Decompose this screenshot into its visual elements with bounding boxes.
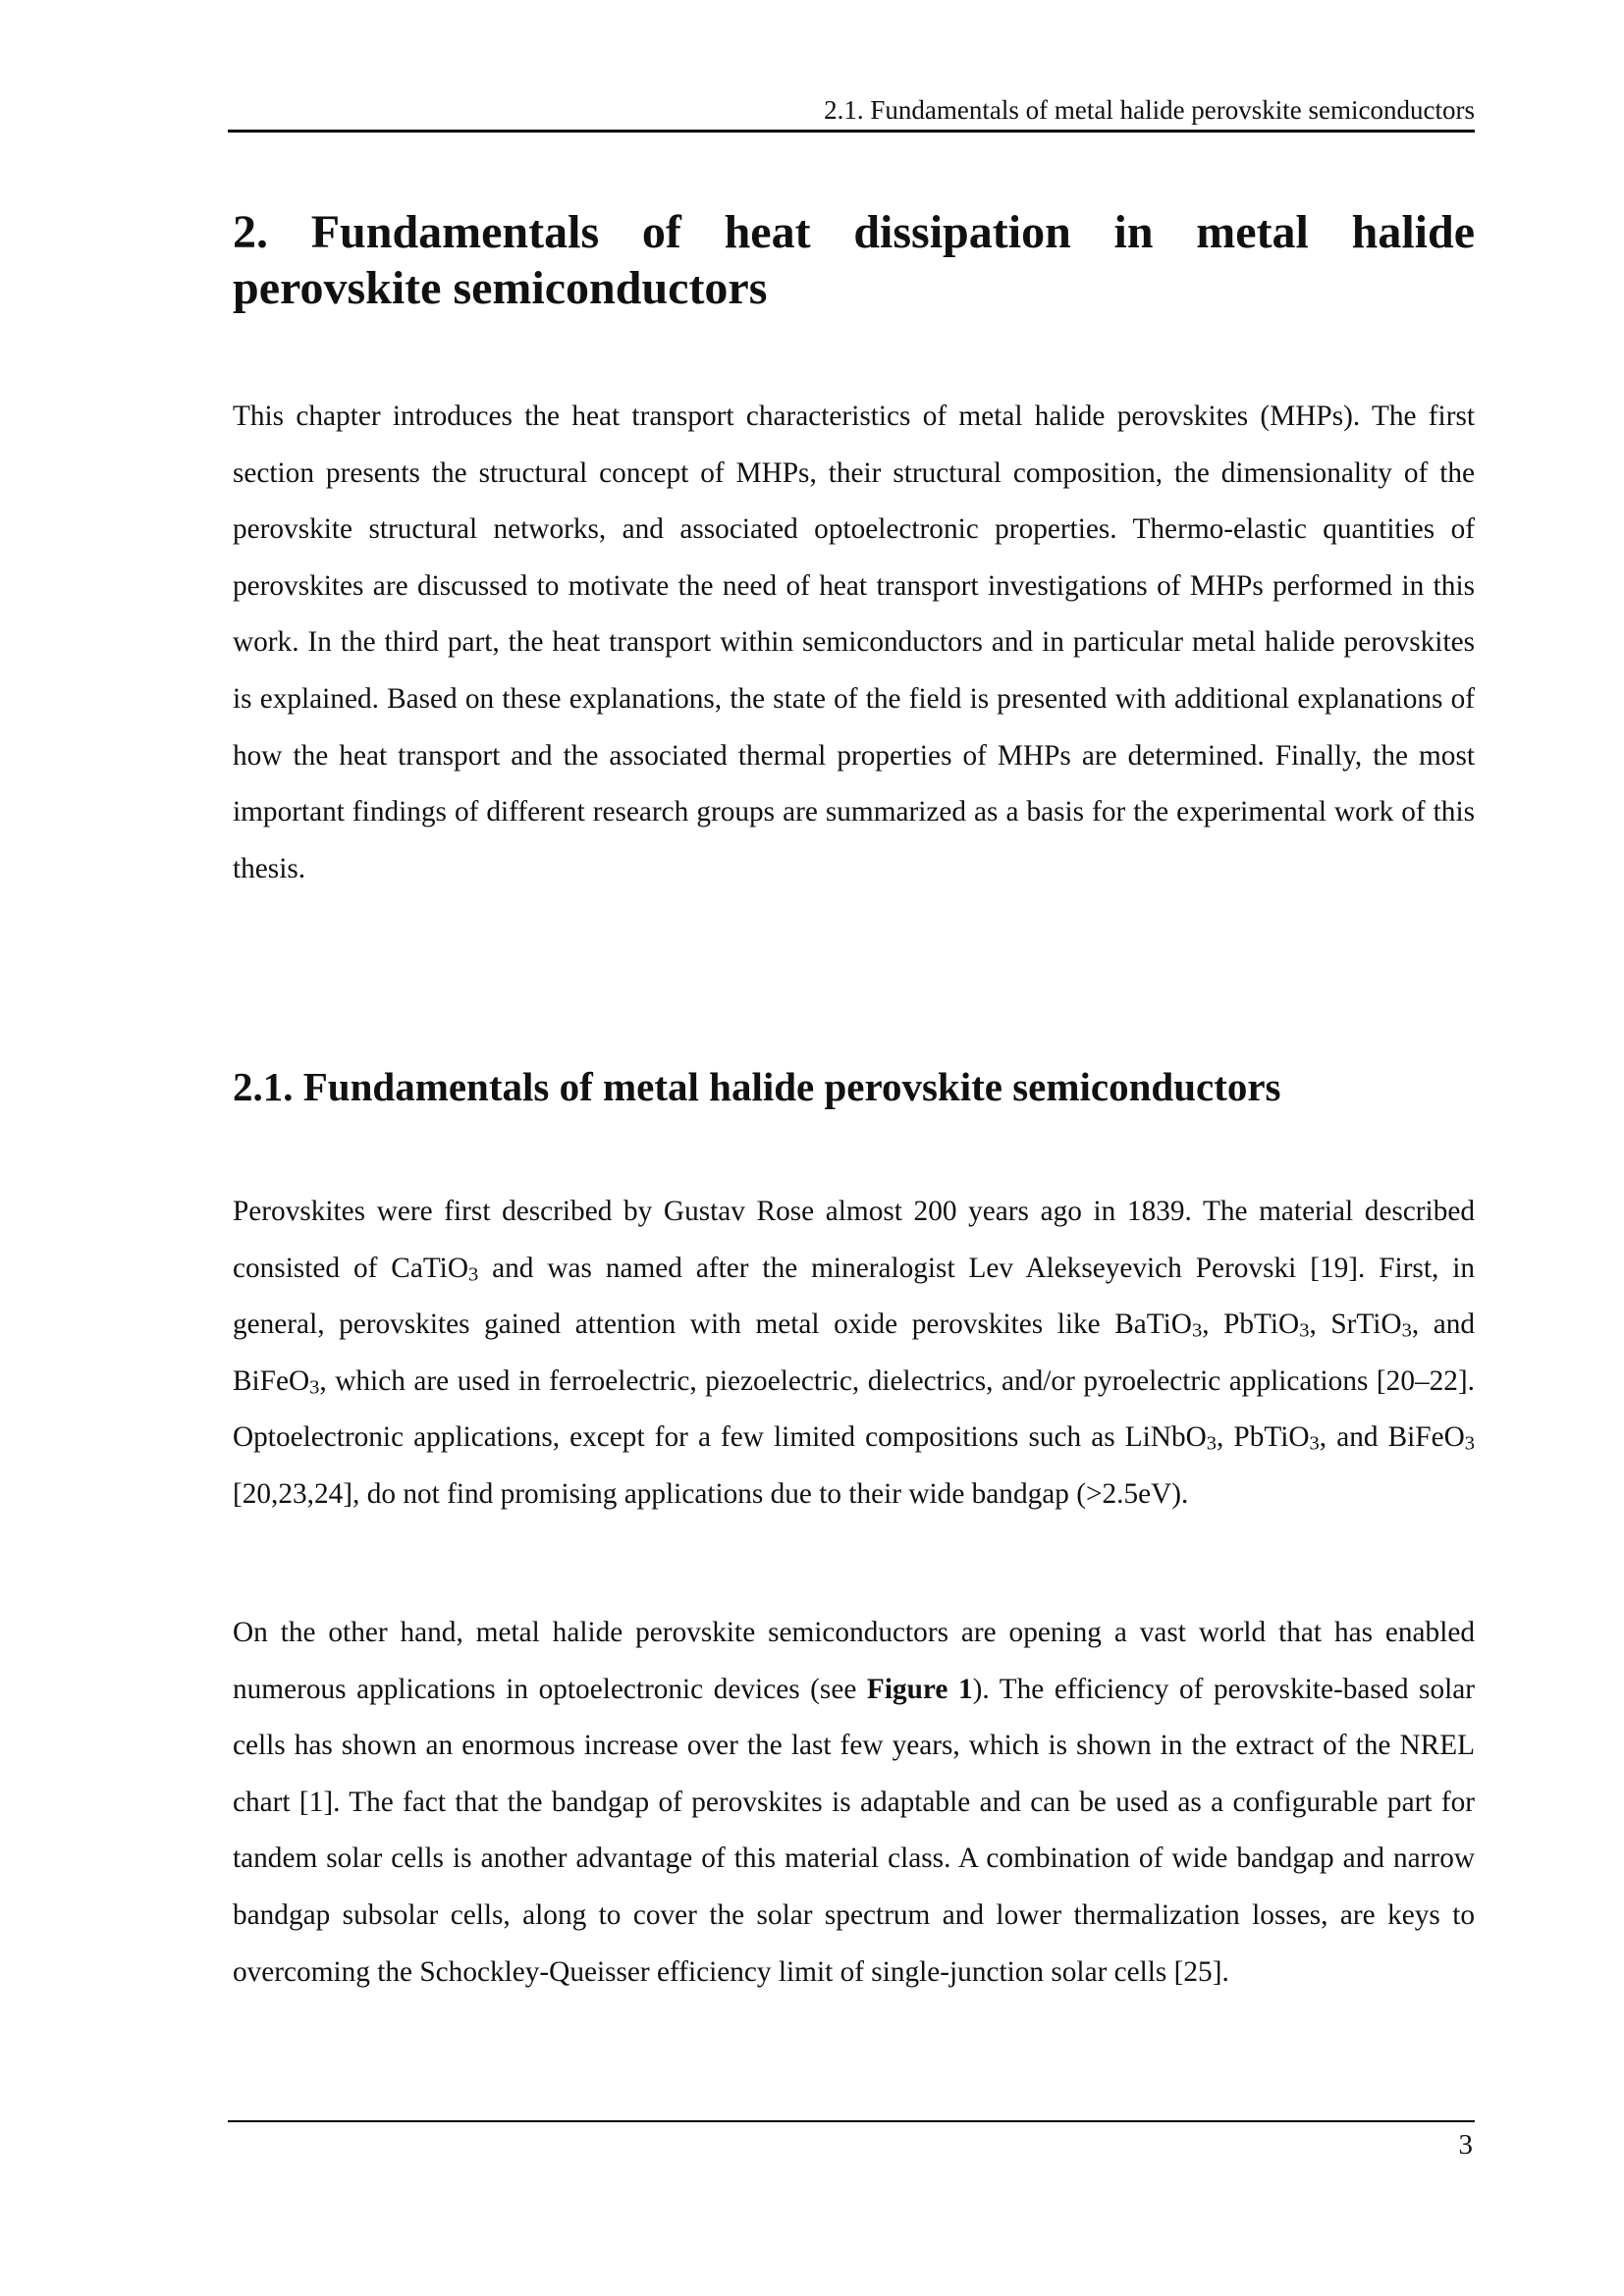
subscript: 3 bbox=[1206, 1433, 1218, 1456]
text-run: , PbTiO bbox=[1202, 1308, 1300, 1341]
text-run: [20,23,24], do not find promising applications due to their wide bandgap (>2.5eV). bbox=[233, 1477, 1189, 1510]
text-run: , SrTiO bbox=[1309, 1308, 1402, 1341]
subscript: 3 bbox=[1191, 1319, 1203, 1342]
subscript: 3 bbox=[1401, 1319, 1412, 1342]
subscript: 3 bbox=[309, 1376, 320, 1399]
page-number: 3 bbox=[1458, 2129, 1473, 2161]
halide-perovskite-applications-paragraph bbox=[233, 1605, 1475, 2001]
section-title: 2.1. Fundamentals of metal halide perovskite semiconductors bbox=[233, 1064, 1281, 1109]
text-run: , which are used in ferroelectric, piezoelectric, dielectrics, and/or pyroelectric applications [20–22]. Optoelectronic applications, except for a few limited compositions such as LiNbO bbox=[233, 1364, 1475, 1454]
subscript: 3 bbox=[1309, 1433, 1320, 1456]
subscript: 3 bbox=[1464, 1433, 1475, 1456]
text-run: ). The efficiency of perovskite-based solar cells has shown an enormous increase over the last few years, which is shown in the extract of the NREL chart [1]. The fact that the bandgap of perovskites is adaptable and can be used as a configurable part for tandem solar cells is another advantage of this material class. A combination of wide bandgap and narrow bandgap subsolar cells, along to cover the solar spectrum and lower thermalization losses, are keys to overcoming the Schockley-Queisser efficiency limit of single-junction solar cells [25]. bbox=[233, 1673, 1475, 1988]
chapter-intro-paragraph: This chapter introduces the heat transport characteristics of metal halide perovskites (MHPs). The first section presents the structural concept of MHPs, their structural composition, the dimensionality of the perovskite structural networks, and associated optoelectronic properties. Thermo-elastic quantities of perovskites are discussed to motivate the need of heat transport investigations of MHPs performed in this work. In the third part, the heat transport within semiconductors and in particular metal halide perovskites is explained. Based on these explanations, the state of the field is presented with additional explanations of how the heat transport and the associated thermal properties of MHPs are determined. Finally, the most important findings of different research groups are summarized as a basis for the experimental work of this thesis. bbox=[233, 400, 1475, 884]
perovskite-history-paragraph bbox=[233, 1184, 1475, 1523]
footer-rule bbox=[228, 2120, 1475, 2122]
subscript: 3 bbox=[1299, 1319, 1310, 1342]
text-run: Perovskites were first described by Gustav Rose almost 200 years ago in 1839. The material described consisted of CaTiO bbox=[233, 1196, 1475, 1284]
running-header: 2.1. Fundamentals of metal halide perovskite semiconductors bbox=[824, 95, 1475, 125]
text-run: , PbTiO bbox=[1217, 1421, 1310, 1454]
text-run: On the other hand, metal halide perovskite semiconductors are opening a vast world that has enabled numerous applications in optoelectronic devices (see bbox=[233, 1617, 1475, 1705]
text-run: , and BiFeO bbox=[233, 1308, 1475, 1397]
chapter-title: 2. Fundamentals of heat dissipation in metal halide perovskite semiconductors bbox=[233, 206, 1475, 314]
subscript: 3 bbox=[467, 1263, 479, 1286]
text-run: and was named after the mineralogist Lev Alekseyevich Perovski [19]. First, in general, perovskites gained attention with metal oxide perovskites like BaTiO bbox=[233, 1252, 1475, 1341]
text-run: , and BiFeO bbox=[1319, 1421, 1465, 1454]
header-rule bbox=[228, 130, 1475, 133]
figure-reference[interactable]: Figure 1 bbox=[866, 1673, 973, 1705]
